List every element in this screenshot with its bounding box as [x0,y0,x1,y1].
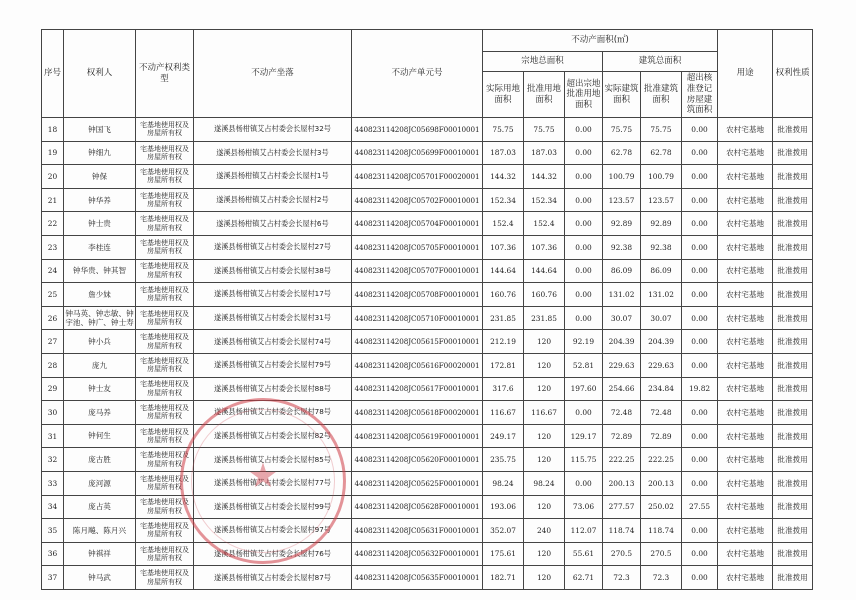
cell-no: 19 [42,141,64,165]
cell-bld-actual: 229.63 [603,353,641,377]
cell-bld-excess: 19.82 [682,377,718,401]
cell-unit: 440823114208JC05705F00010001 [352,235,483,259]
cell-location: 遂溪县杨柑镇艾占村委会长屋村3号 [194,141,352,165]
cell-location: 遂溪县杨柑镇艾占村委会长屋村97号 [194,519,352,543]
cell-bld-excess: 0.00 [682,424,718,448]
cell-bld-actual: 131.02 [603,283,641,307]
cell-land-actual: 187.03 [483,141,524,165]
cell-nature: 批准拨用 [773,141,813,165]
table-row [42,519,813,543]
cell-holder: 詹少妹 [64,283,136,307]
cell-holder: 钟何生 [64,424,136,448]
cell-location: 遂溪县杨柑镇艾占村委会长屋村87号 [194,566,352,590]
cell-bld-actual: 100.79 [603,165,641,189]
cell-bld-approved: 131.02 [641,283,682,307]
header-area-group: 不动产面积(㎡) [483,30,718,52]
cell-nature: 批准拨用 [773,519,813,543]
cell-no: 37 [42,566,64,590]
cell-bld-actual: 72.48 [603,401,641,425]
cell-bld-actual: 270.5 [603,542,641,566]
cell-land-approved: 107.36 [524,235,565,259]
cell-use: 农村宅基地 [718,424,773,448]
table-row [42,471,813,495]
cell-unit: 440823114208JC05704F00010001 [352,212,483,236]
cell-land-approved: 120 [524,566,565,590]
cell-land-excess: 0.00 [565,141,603,165]
cell-unit: 440823114208JC05619F00010001 [352,424,483,448]
cell-bld-excess: 0.00 [682,566,718,590]
cell-holder: 庞九 [64,353,136,377]
cell-land-excess: 92.19 [565,330,603,354]
cell-land-approved: 120 [524,495,565,519]
cell-type: 宅基地使用权及房屋所有权 [136,118,194,142]
cell-nature: 批准拨用 [773,353,813,377]
cell-bld-excess: 0.00 [682,212,718,236]
cell-location: 遂溪县杨柑镇艾占村委会长屋村88号 [194,377,352,401]
cell-bld-approved: 72.89 [641,424,682,448]
cell-use: 农村宅基地 [718,235,773,259]
cell-bld-excess: 0.00 [682,401,718,425]
cell-unit: 440823114208JC05698F00010001 [352,118,483,142]
cell-use: 农村宅基地 [718,188,773,212]
cell-land-excess: 0.00 [565,471,603,495]
cell-holder: 庞马养 [64,401,136,425]
cell-no: 30 [42,401,64,425]
cell-use: 农村宅基地 [718,259,773,283]
cell-bld-excess: 0.00 [682,448,718,472]
cell-bld-excess: 0.00 [682,471,718,495]
cell-use: 农村宅基地 [718,141,773,165]
cell-land-approved: 120 [524,353,565,377]
cell-bld-actual: 92.38 [603,235,641,259]
cell-location: 遂溪县杨柑镇艾占村委会长屋村79号 [194,353,352,377]
cell-unit: 440823114208JC05632F00010001 [352,542,483,566]
table-row [42,165,813,189]
cell-bld-actual: 222.25 [603,448,641,472]
cell-land-excess: 0.00 [565,306,603,330]
cell-bld-excess: 0.00 [682,542,718,566]
cell-holder: 钟马英、钟志敏、钟宇池、钟广、钟士寿 [64,306,136,330]
cell-unit: 440823114208JC05628F00010001 [352,495,483,519]
cell-bld-excess: 0.00 [682,306,718,330]
table-row [42,401,813,425]
cell-bld-excess: 0.00 [682,519,718,543]
cell-unit: 440823114208JC05710F00010001 [352,306,483,330]
cell-land-actual: 212.19 [483,330,524,354]
cell-type: 宅基地使用权及房屋所有权 [136,353,194,377]
cell-land-excess: 112.07 [565,519,603,543]
table-row [42,377,813,401]
cell-type: 宅基地使用权及房屋所有权 [136,212,194,236]
cell-location: 遂溪县杨柑镇艾占村委会长屋村99号 [194,495,352,519]
table-row [42,353,813,377]
table-row [42,495,813,519]
cell-bld-approved: 234.84 [641,377,682,401]
table-row [42,448,813,472]
cell-type: 宅基地使用权及房屋所有权 [136,495,194,519]
cell-bld-approved: 204.39 [641,330,682,354]
cell-nature: 批准拨用 [773,471,813,495]
cell-holder: 钟士友 [64,377,136,401]
cell-location: 遂溪县杨柑镇艾占村委会长屋村32号 [194,118,352,142]
cell-bld-actual: 30.07 [603,306,641,330]
header-holder: 权利人 [64,30,136,118]
cell-unit: 440823114208JC05631F00010001 [352,519,483,543]
cell-land-excess: 0.00 [565,235,603,259]
cell-no: 26 [42,306,64,330]
cell-use: 农村宅基地 [718,165,773,189]
cell-bld-actual: 72.89 [603,424,641,448]
table-row [42,424,813,448]
cell-bld-approved: 100.79 [641,165,682,189]
cell-unit: 440823114208JC05707F00010001 [352,259,483,283]
cell-land-approved: 120 [524,542,565,566]
cell-holder: 李桂连 [64,235,136,259]
cell-type: 宅基地使用权及房屋所有权 [136,306,194,330]
cell-land-excess: 0.00 [565,118,603,142]
cell-holder: 庞河源 [64,471,136,495]
cell-land-excess: 197.60 [565,377,603,401]
cell-no: 23 [42,235,64,259]
cell-location: 遂溪县杨柑镇艾占村委会长屋村31号 [194,306,352,330]
cell-holder: 钟华养 [64,188,136,212]
cell-bld-approved: 270.5 [641,542,682,566]
cell-land-approved: 144.64 [524,259,565,283]
cell-land-actual: 172.81 [483,353,524,377]
cell-bld-actual: 254.66 [603,377,641,401]
cell-unit: 440823114208JC05701F00020001 [352,165,483,189]
cell-nature: 批准拨用 [773,306,813,330]
cell-nature: 批准拨用 [773,118,813,142]
cell-bld-approved: 62.78 [641,141,682,165]
cell-land-actual: 175.61 [483,542,524,566]
table-row [42,212,813,236]
cell-bld-approved: 92.89 [641,212,682,236]
cell-bld-actual: 72.3 [603,566,641,590]
cell-land-excess: 62.71 [565,566,603,590]
cell-bld-excess: 0.00 [682,188,718,212]
table-row [42,141,813,165]
cell-no: 20 [42,165,64,189]
cell-land-approved: 120 [524,424,565,448]
cell-nature: 批准拨用 [773,424,813,448]
cell-no: 29 [42,377,64,401]
cell-type: 宅基地使用权及房屋所有权 [136,377,194,401]
cell-use: 农村宅基地 [718,542,773,566]
table-body [42,118,813,590]
cell-use: 农村宅基地 [718,448,773,472]
cell-land-approved: 120 [524,377,565,401]
cell-land-actual: 144.32 [483,165,524,189]
cell-holder: 陈月飚、陈月兴 [64,519,136,543]
cell-bld-actual: 62.78 [603,141,641,165]
table-row [42,235,813,259]
cell-location: 遂溪县杨柑镇艾占村委会长屋村74号 [194,330,352,354]
cell-land-actual: 182.71 [483,566,524,590]
cell-no: 22 [42,212,64,236]
property-registry-table [41,29,813,590]
header-bld-approved: 批准建筑面积 [641,72,682,118]
cell-type: 宅基地使用权及房屋所有权 [136,519,194,543]
cell-no: 18 [42,118,64,142]
cell-bld-approved: 118.74 [641,519,682,543]
cell-location: 遂溪县杨柑镇艾占村委会长屋村2号 [194,188,352,212]
cell-bld-approved: 75.75 [641,118,682,142]
cell-land-excess: 115.75 [565,448,603,472]
header-land-group: 宗地总面积 [483,52,603,72]
cell-holder: 庞古胜 [64,448,136,472]
cell-no: 36 [42,542,64,566]
cell-bld-approved: 229.63 [641,353,682,377]
cell-nature: 批准拨用 [773,448,813,472]
cell-land-actual: 231.85 [483,306,524,330]
cell-land-actual: 193.06 [483,495,524,519]
cell-bld-excess: 0.00 [682,259,718,283]
cell-land-excess: 0.00 [565,401,603,425]
cell-land-excess: 73.06 [565,495,603,519]
cell-land-approved: 120 [524,330,565,354]
cell-holder: 钟保 [64,165,136,189]
cell-type: 宅基地使用权及房屋所有权 [136,448,194,472]
cell-unit: 440823114208JC05702F00010001 [352,188,483,212]
cell-no: 25 [42,283,64,307]
cell-location: 遂溪县杨柑镇艾占村委会长屋村17号 [194,283,352,307]
cell-use: 农村宅基地 [718,377,773,401]
cell-nature: 批准拨用 [773,188,813,212]
table-row [42,542,813,566]
header-location: 不动产坐落 [194,30,352,118]
header-land-approved: 批准用地面积 [524,72,565,118]
cell-use: 农村宅基地 [718,471,773,495]
cell-holder: 钟士贵 [64,212,136,236]
cell-bld-actual: 277.57 [603,495,641,519]
cell-use: 农村宅基地 [718,353,773,377]
cell-holder: 庞占英 [64,495,136,519]
cell-land-approved: 98.24 [524,471,565,495]
cell-land-excess: 0.00 [565,283,603,307]
cell-land-excess: 129.17 [565,424,603,448]
cell-holder: 钟小兵 [64,330,136,354]
table-row [42,306,813,330]
cell-holder: 钟华贵、钟其智 [64,259,136,283]
cell-nature: 批准拨用 [773,495,813,519]
cell-land-excess: 52.81 [565,353,603,377]
cell-use: 农村宅基地 [718,566,773,590]
cell-nature: 批准拨用 [773,377,813,401]
cell-land-approved: 187.03 [524,141,565,165]
header-land-actual: 实际用地面积 [483,72,524,118]
cell-nature: 批准拨用 [773,566,813,590]
cell-use: 农村宅基地 [718,401,773,425]
cell-bld-approved: 222.25 [641,448,682,472]
cell-type: 宅基地使用权及房屋所有权 [136,259,194,283]
table-row [42,566,813,590]
cell-unit: 440823114208JC05615F00010001 [352,330,483,354]
table-row [42,259,813,283]
cell-bld-excess: 0.00 [682,235,718,259]
header-no: 序号 [42,30,64,118]
table-row [42,118,813,142]
cell-use: 农村宅基地 [718,212,773,236]
cell-land-excess: 0.00 [565,259,603,283]
cell-land-actual: 317.6 [483,377,524,401]
cell-no: 24 [42,259,64,283]
cell-location: 遂溪县杨柑镇艾占村委会长屋村85号 [194,448,352,472]
cell-bld-actual: 92.89 [603,212,641,236]
cell-location: 遂溪县杨柑镇艾占村委会长屋村82号 [194,424,352,448]
cell-nature: 批准拨用 [773,259,813,283]
cell-land-approved: 152.4 [524,212,565,236]
cell-land-actual: 75.75 [483,118,524,142]
cell-land-approved: 120 [524,448,565,472]
cell-use: 农村宅基地 [718,519,773,543]
cell-bld-approved: 86.09 [641,259,682,283]
cell-location: 遂溪县杨柑镇艾占村委会长屋村76号 [194,542,352,566]
cell-use: 农村宅基地 [718,330,773,354]
cell-land-excess: 0.00 [565,165,603,189]
cell-land-approved: 116.67 [524,401,565,425]
cell-no: 31 [42,424,64,448]
header-use: 用途 [718,30,773,118]
cell-unit: 440823114208JC05625F00010001 [352,471,483,495]
cell-land-actual: 116.67 [483,401,524,425]
header-bld-actual: 实际建筑面积 [603,72,641,118]
cell-land-approved: 75.75 [524,118,565,142]
cell-unit: 440823114208JC05699F00010001 [352,141,483,165]
cell-no: 28 [42,353,64,377]
cell-land-actual: 144.64 [483,259,524,283]
cell-holder: 钟马武 [64,566,136,590]
table-row [42,283,813,307]
cell-bld-approved: 200.13 [641,471,682,495]
table-row [42,330,813,354]
cell-type: 宅基地使用权及房屋所有权 [136,424,194,448]
cell-bld-excess: 0.00 [682,118,718,142]
cell-unit: 440823114208JC05708F00010001 [352,283,483,307]
cell-unit: 440823114208JC05635F00010001 [352,566,483,590]
cell-no: 34 [42,495,64,519]
cell-nature: 批准拨用 [773,330,813,354]
cell-land-actual: 152.4 [483,212,524,236]
cell-type: 宅基地使用权及房屋所有权 [136,471,194,495]
header-unit: 不动产单元号 [352,30,483,118]
cell-land-approved: 152.34 [524,188,565,212]
table-row [42,188,813,212]
cell-land-excess: 0.00 [565,212,603,236]
cell-unit: 440823114208JC05616F00020001 [352,353,483,377]
cell-unit: 440823114208JC05620F00010001 [352,448,483,472]
cell-land-approved: 160.76 [524,283,565,307]
cell-use: 农村宅基地 [718,306,773,330]
cell-location: 遂溪县杨柑镇艾占村委会长屋村27号 [194,235,352,259]
cell-land-actual: 152.34 [483,188,524,212]
cell-no: 27 [42,330,64,354]
cell-nature: 批准拨用 [773,401,813,425]
cell-land-approved: 144.32 [524,165,565,189]
cell-bld-approved: 92.38 [641,235,682,259]
cell-bld-actual: 204.39 [603,330,641,354]
cell-holder: 钟细九 [64,141,136,165]
cell-bld-approved: 123.57 [641,188,682,212]
cell-land-actual: 98.24 [483,471,524,495]
cell-use: 农村宅基地 [718,283,773,307]
cell-bld-excess: 0.00 [682,141,718,165]
cell-type: 宅基地使用权及房屋所有权 [136,542,194,566]
header-bld-excess: 超出核准登记房屋建筑面积 [682,72,718,118]
cell-bld-approved: 250.02 [641,495,682,519]
cell-use: 农村宅基地 [718,118,773,142]
cell-bld-actual: 118.74 [603,519,641,543]
cell-land-approved: 240 [524,519,565,543]
cell-use: 农村宅基地 [718,495,773,519]
cell-location: 遂溪县杨柑镇艾占村委会长屋村6号 [194,212,352,236]
cell-type: 宅基地使用权及房屋所有权 [136,188,194,212]
cell-land-approved: 231.85 [524,306,565,330]
cell-unit: 440823114208JC05618F00020001 [352,401,483,425]
cell-land-actual: 160.76 [483,283,524,307]
header-nature: 权利性质 [773,30,813,118]
header-building-group: 建筑总面积 [603,52,718,72]
cell-land-excess: 55.61 [565,542,603,566]
cell-land-actual: 235.75 [483,448,524,472]
cell-location: 遂溪县杨柑镇艾占村委会长屋村1号 [194,165,352,189]
cell-nature: 批准拨用 [773,212,813,236]
cell-bld-excess: 0.00 [682,165,718,189]
cell-land-actual: 107.36 [483,235,524,259]
cell-bld-excess: 27.55 [682,495,718,519]
cell-type: 宅基地使用权及房屋所有权 [136,141,194,165]
cell-no: 32 [42,448,64,472]
cell-nature: 批准拨用 [773,283,813,307]
cell-no: 35 [42,519,64,543]
cell-bld-actual: 200.13 [603,471,641,495]
cell-type: 宅基地使用权及房屋所有权 [136,165,194,189]
cell-unit: 440823114208JC05617F00010001 [352,377,483,401]
cell-type: 宅基地使用权及房屋所有权 [136,401,194,425]
cell-type: 宅基地使用权及房屋所有权 [136,235,194,259]
cell-nature: 批准拨用 [773,165,813,189]
cell-holder: 钟国飞 [64,118,136,142]
cell-bld-approved: 72.3 [641,566,682,590]
star-icon: ★ [247,456,279,496]
cell-no: 33 [42,471,64,495]
cell-bld-approved: 30.07 [641,306,682,330]
cell-type: 宅基地使用权及房屋所有权 [136,566,194,590]
cell-holder: 钟祺祥 [64,542,136,566]
cell-land-excess: 0.00 [565,188,603,212]
cell-bld-excess: 0.00 [682,353,718,377]
cell-land-actual: 249.17 [483,424,524,448]
cell-bld-excess: 0.00 [682,330,718,354]
cell-bld-actual: 86.09 [603,259,641,283]
cell-location: 遂溪县杨柑镇艾占村委会长屋村38号 [194,259,352,283]
cell-nature: 批准拨用 [773,542,813,566]
cell-bld-approved: 72.48 [641,401,682,425]
cell-bld-actual: 123.57 [603,188,641,212]
cell-no: 21 [42,188,64,212]
cell-land-actual: 352.07 [483,519,524,543]
cell-location: 遂溪县杨柑镇艾占村委会长屋村77号 [194,471,352,495]
header-land-excess: 超出宗地批准用地面积 [565,72,603,118]
cell-location: 遂溪县杨柑镇艾占村委会长屋村78号 [194,401,352,425]
cell-bld-actual: 75.75 [603,118,641,142]
cell-nature: 批准拨用 [773,235,813,259]
cell-type: 宅基地使用权及房屋所有权 [136,283,194,307]
cell-bld-excess: 0.00 [682,283,718,307]
header-type: 不动产权利类型 [136,30,194,118]
cell-type: 宅基地使用权及房屋所有权 [136,330,194,354]
